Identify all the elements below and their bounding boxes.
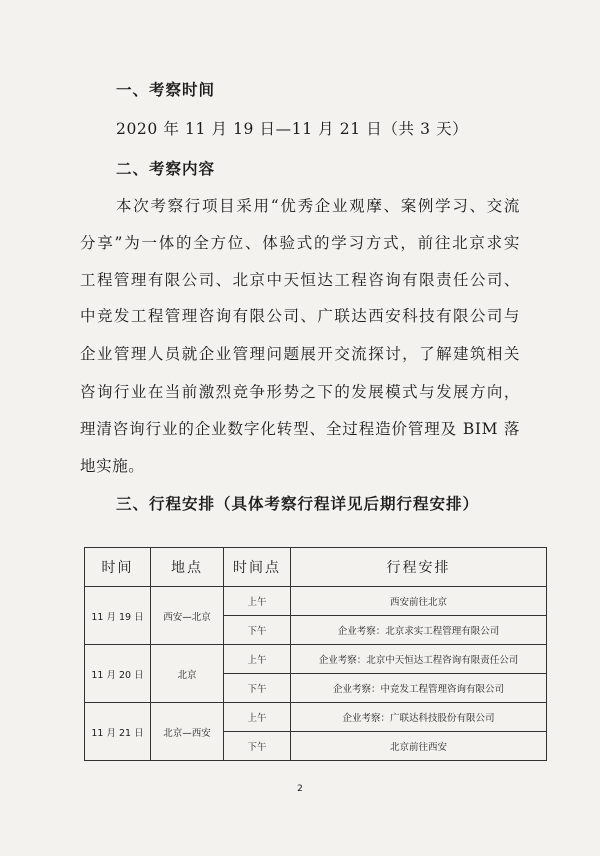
timeslot-cell: 下午 (224, 674, 291, 703)
plan-cell: 企业考察：北京求实工程管理有限公司 (291, 616, 547, 645)
column-header-place: 地点 (151, 548, 224, 587)
column-header-timeslot: 时间点 (224, 548, 291, 587)
timeslot-cell: 上午 (224, 645, 291, 674)
date-cell: 11 月 21 日 (85, 703, 151, 761)
plan-cell: 西安前往北京 (291, 587, 547, 616)
page-number: 2 (297, 784, 303, 794)
content-paragraph-line: 咨询行业在当前激烈竞争形势之下的发展模式与发展方向， (80, 383, 520, 401)
column-header-plan: 行程安排 (291, 548, 547, 587)
plan-cell: 企业考察：北京中天恒达工程咨询有限责任公司 (291, 645, 547, 674)
table-row (85, 645, 547, 674)
timeslot-cell: 上午 (224, 703, 291, 732)
content-paragraph-line: 本次考察行项目采用“优秀企业观摩、案例学习、交流 (116, 197, 520, 215)
timeslot-cell: 下午 (224, 732, 291, 761)
content-paragraph-line: 企业管理人员就企业管理问题展开交流探讨，了解建筑相关 (80, 345, 520, 363)
plan-cell: 企业考察：中竞发工程管理咨询有限公司 (291, 674, 547, 703)
column-header-time: 时间 (85, 548, 151, 587)
table-row (85, 703, 547, 732)
section-heading-content: 二、考察内容 (116, 159, 216, 178)
timeslot-cell: 下午 (224, 616, 291, 645)
table-row (85, 587, 547, 616)
table-header-row (85, 548, 547, 587)
plan-cell: 企业考察：广联达科技股份有限公司 (291, 703, 547, 732)
date-cell: 11 月 19 日 (85, 587, 151, 645)
content-paragraph-line: 理清咨询行业的企业数字化转型、全过程造价管理及 BIM 落 (80, 420, 520, 438)
schedule-table (84, 547, 547, 761)
content-paragraph-line: 中竞发工程管理咨询有限公司、广联达西安科技有限公司与 (80, 307, 520, 325)
plan-cell: 北京前往西安 (291, 732, 547, 761)
section-heading-schedule: 三、行程安排（具体考察行程详见后期行程安排） (116, 494, 480, 513)
place-cell: 北京 (151, 645, 224, 703)
content-paragraph-line: 分享”为一体的全方位、体验式的学习方式，前往北京求实 (80, 234, 520, 252)
timeslot-cell: 上午 (224, 587, 291, 616)
date-cell: 11 月 20 日 (85, 645, 151, 703)
inspection-dates: 2020 年 11 月 19 日—11 月 21 日（共 3 天） (116, 120, 469, 138)
content-paragraph-line: 地实施。 (80, 457, 145, 475)
section-heading-time: 一、考察时间 (116, 80, 216, 99)
place-cell: 西安—北京 (151, 587, 224, 645)
content-paragraph-line: 工程管理有限公司、北京中天恒达工程咨询有限责任公司、 (80, 271, 520, 289)
place-cell: 北京—西安 (151, 703, 224, 761)
